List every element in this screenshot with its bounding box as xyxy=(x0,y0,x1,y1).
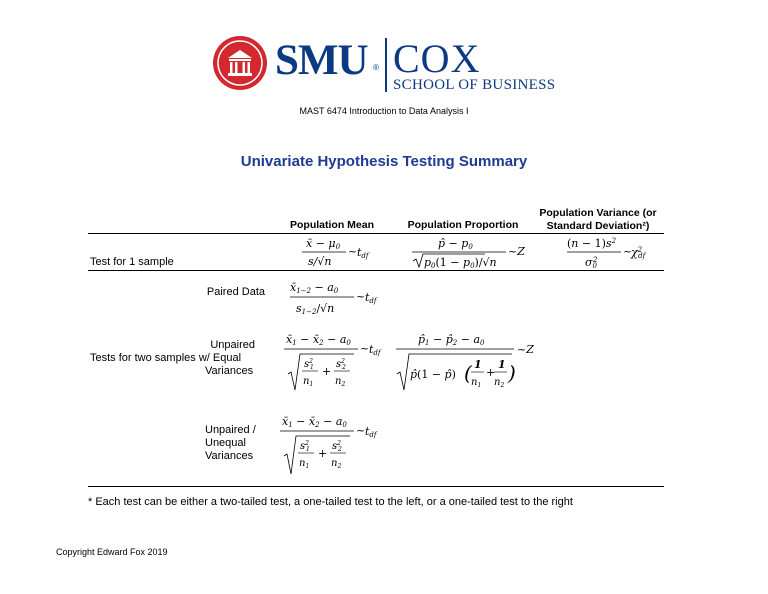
col-header-mean: Population Mean xyxy=(290,219,374,231)
svg-text:x̄ − μ0: x̄ − μ0 xyxy=(306,237,341,251)
logo-divider xyxy=(385,38,387,92)
bottom-rule xyxy=(88,486,664,487)
svg-text:s22: $s^2$ 2 xyxy=(336,358,346,371)
row-label-two-samples xyxy=(90,352,241,365)
svg-text:~Z: ~Z xyxy=(517,343,534,356)
svg-text:x̄1 − x̄2 − a0: x̄1 − x̄2 − a0 xyxy=(282,415,347,429)
smu-seal-icon xyxy=(213,36,267,90)
row-label-paired: Paired Data xyxy=(206,286,265,298)
col-header-variance-line1: Population Variance (or xyxy=(539,207,657,219)
smu-cox-logo xyxy=(213,36,555,96)
svg-text:~Z: ~Z xyxy=(508,245,525,258)
svg-text:tdf: tdf xyxy=(357,246,369,260)
row-label-equal: Equal xyxy=(212,352,242,364)
formula-one-sample-proportion xyxy=(410,235,530,271)
svg-text:x̄1 − x̄2 − a0: x̄1 − x̄2 − a0 xyxy=(286,333,351,347)
cox-wordmark: COX xyxy=(393,36,481,81)
svg-text:χ2df: $\chi^2$ df xyxy=(631,246,646,260)
svg-text:n1: $n_1$ xyxy=(471,377,482,389)
svg-text:s/√n: s/√n xyxy=(308,255,332,268)
registered-mark: ® xyxy=(373,63,379,72)
formula-equal-variance-mean xyxy=(282,330,392,394)
svg-text:n2: $n_2$ xyxy=(331,458,342,470)
svg-text:n1: $n_1$ xyxy=(303,376,314,388)
formula-paired-mean xyxy=(288,278,388,320)
svg-text:p̂ − p0: p̂ − p0 xyxy=(438,237,473,251)
svg-text:n1: $n_1$ xyxy=(299,458,310,470)
svg-text:n2: $n_2$ xyxy=(494,377,505,389)
svg-text:+: + xyxy=(322,365,332,378)
smu-wordmark: SMU xyxy=(275,37,368,84)
row-label-variances: Variances xyxy=(205,365,254,377)
svg-text:~: ~ xyxy=(348,245,358,258)
svg-text:~: ~ xyxy=(356,290,366,303)
footnote: * Each test can be either a two-tailed test, a one-tailed test to the left, or a one-tailed test to the right xyxy=(88,496,573,508)
svg-text:+: + xyxy=(318,447,328,460)
formula-unequal-variance-mean xyxy=(278,412,388,478)
school-of-business-text: SCHOOL OF BUSINESS xyxy=(393,77,556,93)
row-label-two-samples-text: Tests for two samples w/ xyxy=(90,352,210,364)
svg-text:p̂(1 − p̂): p̂(1 − p̂) xyxy=(410,368,456,381)
svg-text:~: ~ xyxy=(360,342,370,355)
svg-text:p̂1 − p̂2 − a0: p̂1 − p̂2 − a0 xyxy=(418,333,485,347)
page-title: Univariate Hypothesis Testing Summary xyxy=(240,153,528,170)
svg-text:n2: $n_2$ xyxy=(335,376,346,388)
svg-text:+: + xyxy=(486,366,496,379)
course-title: MAST 6474 Introduction to Data Analysis I xyxy=(299,106,469,116)
col-header-variance xyxy=(528,207,668,233)
svg-text:s22: $s^2$ 2 xyxy=(332,440,342,453)
row-label-unpaired-1: Unpaired xyxy=(210,339,255,351)
row-label-unpaired-unequal-3: Variances xyxy=(205,450,254,462)
formula-one-sample-mean xyxy=(300,235,380,271)
svg-text:σ02: σ02 xyxy=(585,256,598,270)
svg-text:): ) xyxy=(508,361,516,385)
row-label-unpaired-unequal-2: Unequal xyxy=(205,437,246,449)
svg-text:(n − 1)s2: $(n - 1)s^2$ xyxy=(567,237,617,250)
svg-text:x̄1−2 − a0: x̄1−2 − a0 xyxy=(290,281,339,295)
svg-text:s21: $s^2$ 1 xyxy=(304,358,314,371)
svg-text:tdf: tdf xyxy=(369,343,381,357)
row-label-unpaired-unequal-1: Unpaired / xyxy=(205,424,256,436)
svg-text:1: 1 xyxy=(474,358,482,371)
copyright: Copyright Edward Fox 2019 xyxy=(56,547,168,557)
row-label-one-sample: Test for 1 sample xyxy=(90,256,174,268)
svg-text:tdf: tdf xyxy=(365,291,377,305)
svg-text:~: ~ xyxy=(356,424,366,437)
formula-one-sample-variance xyxy=(565,235,655,271)
svg-text:1: 1 xyxy=(498,358,506,371)
col-header-proportion: Population Proportion xyxy=(407,219,519,231)
svg-text:tdf: tdf xyxy=(365,425,377,439)
col-header-variance-line2: Standard Deviation²) xyxy=(546,220,650,232)
formula-two-sample-proportion xyxy=(394,330,544,394)
header-rule xyxy=(88,233,664,234)
svg-text:s1−2/√n: s1−2/√n xyxy=(296,302,335,316)
svg-text:p0(1 − p0)/√n: p0(1 − p0)/√n xyxy=(424,256,497,270)
svg-text:s21: $s^2$ 1 xyxy=(300,440,310,453)
svg-text:~: ~ xyxy=(623,245,633,258)
svg-text:(: ( xyxy=(464,361,472,385)
